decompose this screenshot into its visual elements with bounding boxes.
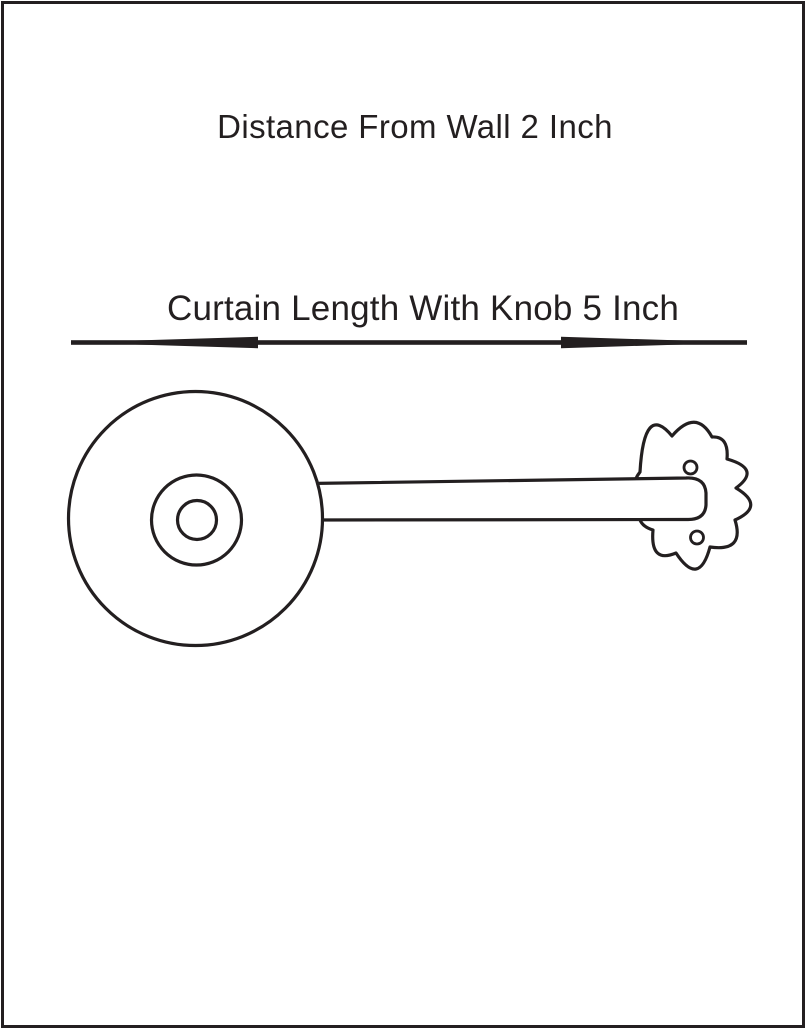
curtain-length-label: Curtain Length With Knob 5 Inch <box>166 289 680 328</box>
screw-hole-bottom <box>691 531 704 544</box>
dimension-arrow-right-head-icon <box>561 337 748 348</box>
screw-hole-top <box>684 461 697 474</box>
distance-from-wall-label: Distance From Wall 2 Inch <box>217 108 613 145</box>
knob-stem <box>308 478 706 520</box>
dimension-arrow <box>70 337 748 348</box>
dimension-arrow-left-head-icon <box>70 337 258 348</box>
knob-face-inner-circle <box>178 501 217 540</box>
